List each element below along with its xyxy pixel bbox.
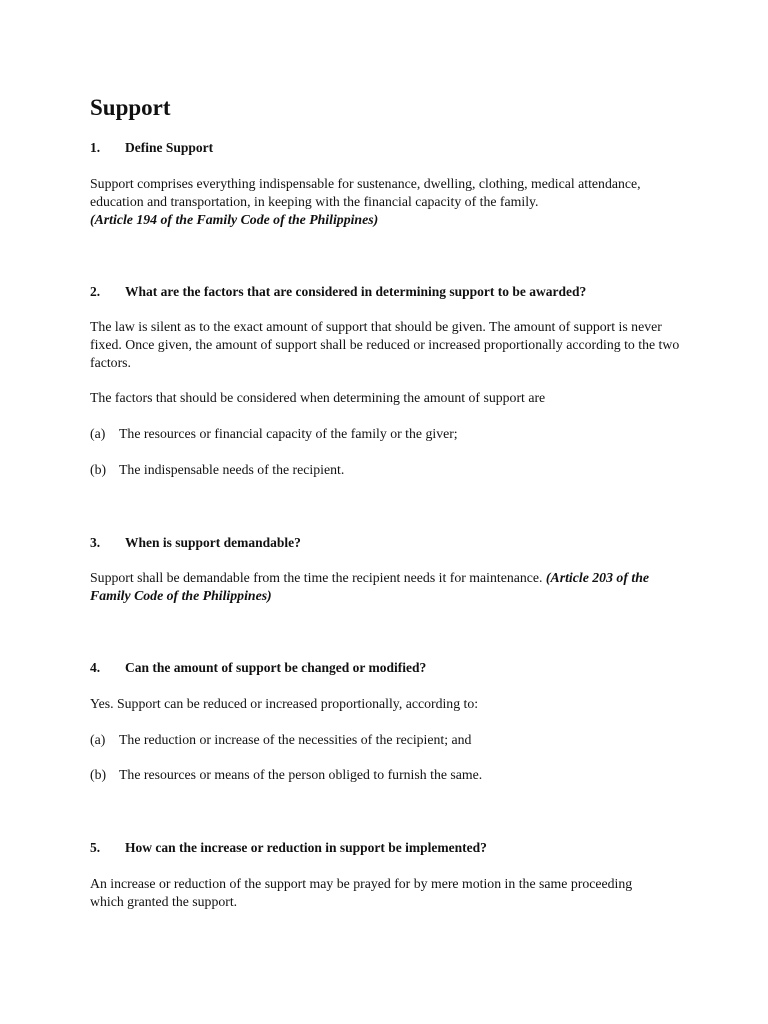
section-2-body-2: The factors that should be considered when determining the amount of support are xyxy=(90,390,546,405)
list-item-text: The indispensable needs of the recipient. xyxy=(119,462,345,477)
list-marker: (a) xyxy=(90,732,106,747)
section-2-heading xyxy=(90,283,586,301)
list-item-text: The reduction or increase of the necessities of the recipient; and xyxy=(119,732,472,747)
page-title: Support xyxy=(90,95,171,120)
section-title: When is support demandable? xyxy=(125,535,301,550)
section-5-heading xyxy=(90,839,487,857)
list-marker: (a) xyxy=(90,426,106,441)
section-1-heading xyxy=(90,139,213,157)
list-item xyxy=(90,461,344,479)
section-1-body xyxy=(90,175,650,229)
paragraph-text: Support comprises everything indispensable for sustenance, dwelling, clothing, medical attendance, education and transportation, in keeping with the financial capacity of the family. xyxy=(90,176,641,209)
section-5-body: An increase or reduction of the support may be prayed for by mere motion in the same proceeding which granted the support. xyxy=(90,876,633,909)
section-title: What are the factors that are considered in determining support to be awarded? xyxy=(125,284,587,299)
list-marker: (b) xyxy=(90,462,107,477)
section-number: 3. xyxy=(90,535,101,550)
section-title: Define Support xyxy=(125,140,214,155)
section-number: 2. xyxy=(90,284,101,299)
citation: (Article 203 of the Family Code of the Philippines) xyxy=(90,570,650,603)
list-item xyxy=(90,731,471,749)
list-item xyxy=(90,425,458,443)
list-item-text: The resources or means of the person obliged to furnish the same. xyxy=(119,767,483,782)
list-item xyxy=(90,766,482,784)
section-3-body xyxy=(90,569,670,605)
section-title: How can the increase or reduction in support be implemented? xyxy=(125,840,487,855)
section-4-heading xyxy=(90,659,426,677)
list-marker: (b) xyxy=(90,767,107,782)
section-number: 1. xyxy=(90,140,101,155)
citation: (Article 194 of the Family Code of the Philippines) xyxy=(90,212,379,227)
paragraph-text: Support shall be demandable from the time the recipient needs it for maintenance. xyxy=(90,570,543,585)
list-item-text: The resources or financial capacity of the family or the giver; xyxy=(119,426,458,441)
section-2-body: The law is silent as to the exact amount of support that should be given. The amount of support is never fixed. Once given, the amount of support shall be reduced or increased proportionally according to the two factors. xyxy=(90,319,680,370)
section-title: Can the amount of support be changed or modified? xyxy=(125,660,427,675)
section-4-body: Yes. Support can be reduced or increased proportionally, according to: xyxy=(90,696,479,711)
section-number: 5. xyxy=(90,840,101,855)
section-number: 4. xyxy=(90,660,101,675)
section-3-heading xyxy=(90,534,301,552)
